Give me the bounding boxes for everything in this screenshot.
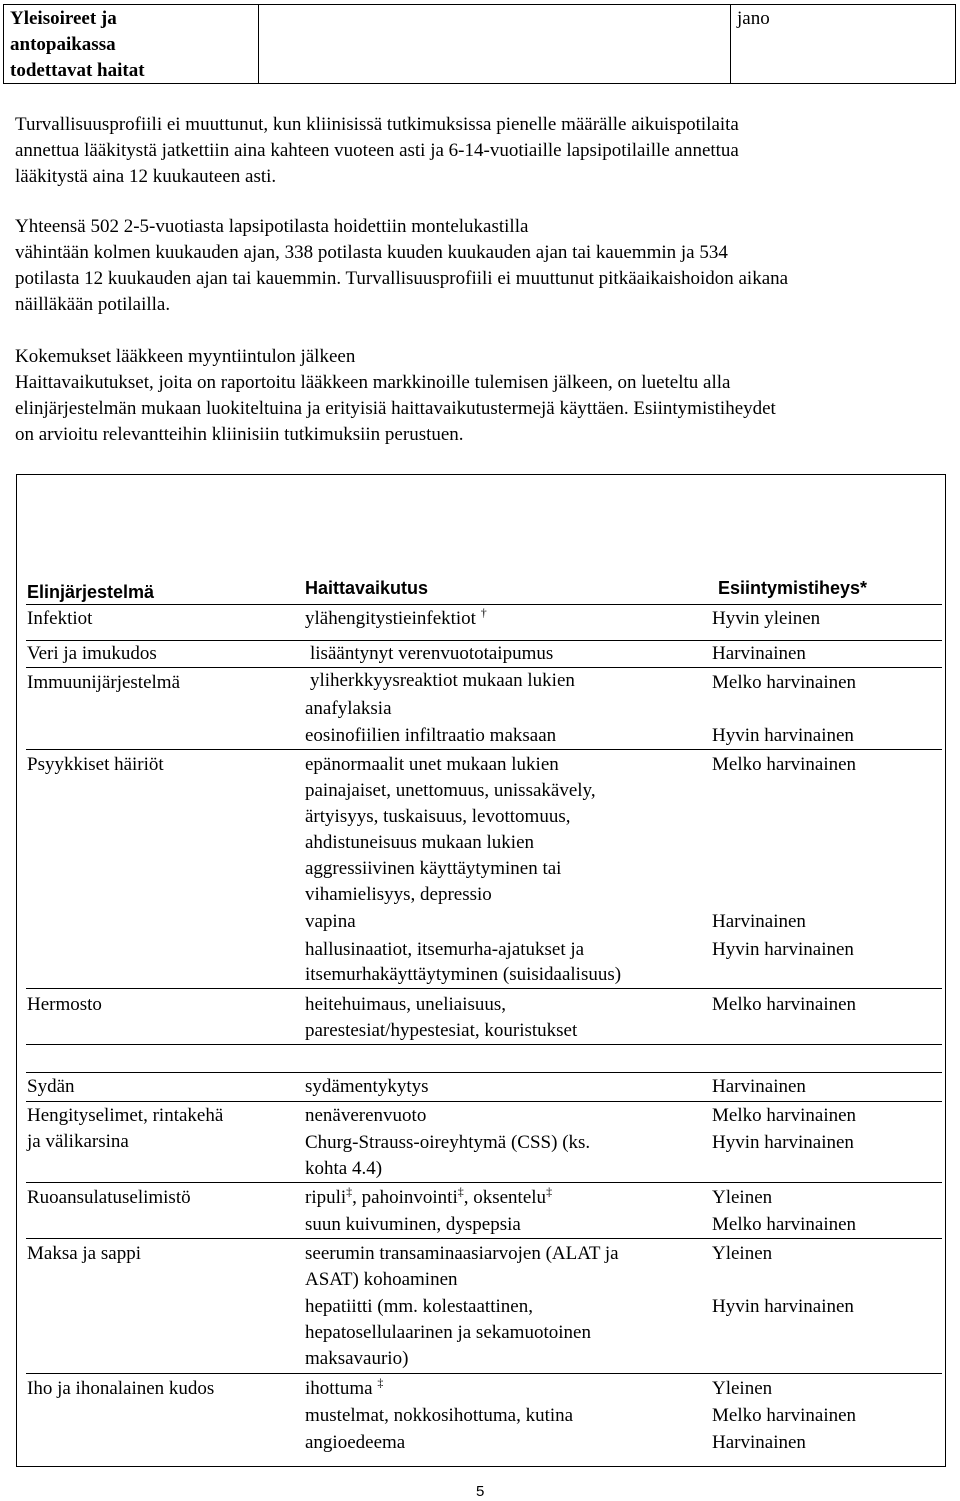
- organ-cell: Sydän: [27, 1076, 75, 1097]
- double-dagger-mark: ‡: [457, 1184, 464, 1199]
- effect-cell: ASAT) kohoaminen: [305, 1269, 458, 1290]
- effect-cell: anafylaksia: [305, 698, 392, 719]
- effect-cell: painajaiset, unettomuus, unissakävely,: [305, 780, 596, 801]
- paragraph-line: Yhteensä 502 2-5-vuotiasta lapsipotilasta hoidettiin montelukastilla: [15, 216, 529, 237]
- effect-cell: angioedeema: [305, 1432, 406, 1453]
- effect-cell: itsemurhakäyttäytyminen (suisidaalisuus): [305, 964, 622, 985]
- effect-cell: nenäverenvuoto: [305, 1105, 427, 1126]
- section-title: [10, 6, 145, 84]
- frequency-cell: Hyvin harvinainen: [712, 725, 854, 746]
- paragraph-line: Turvallisuusprofiili ei muuttunut, kun kliinisissä tutkimuksissa pienelle määrälle aikuispotilaita: [15, 114, 739, 135]
- paragraph-line: lääkitystä aina 12 kuukauteen asti.: [15, 166, 277, 187]
- header-table: [3, 4, 956, 84]
- page-number: 5: [476, 1483, 485, 1500]
- effect-cell: hallusinaatiot, itsemurha-ajatukset ja: [305, 939, 585, 960]
- effect-cell: eosinofiilien infiltraatio maksaan: [305, 725, 557, 746]
- effect-cell: aggressiivinen käyttäytyminen tai: [305, 858, 562, 879]
- organ-cell: Hermosto: [27, 994, 102, 1015]
- section-title-line: todettavat haitat: [10, 60, 145, 81]
- effect-cell: vapina: [305, 911, 356, 932]
- paragraph-line: näilläkään potilailla.: [15, 294, 171, 315]
- frequency-cell: Melko harvinainen: [712, 754, 857, 775]
- column-header-organ: Elinjärjestelmä: [27, 582, 155, 602]
- effect-cell: hepatosellulaarinen ja sekamuotoinen: [305, 1322, 591, 1343]
- effect-cell: suun kuivuminen, dyspepsia: [305, 1214, 521, 1235]
- header-right-text: jano: [737, 8, 770, 29]
- organ-cell: Psyykkiset häiriöt: [27, 754, 164, 775]
- row-divider: [26, 1072, 942, 1073]
- paragraph-pediatric: [15, 214, 945, 318]
- frequency-cell: Melko harvinainen: [712, 1105, 857, 1126]
- row-divider: [26, 1238, 942, 1239]
- paragraph-line: Haittavaikutukset, joita on raportoitu lääkkeen markkinoille tulemisen jälkeen, on lueteltu alla: [15, 372, 731, 393]
- paragraph-line: Kokemukset lääkkeen myyntiintulon jälkeen: [15, 346, 356, 367]
- effect-text: ylähengitystieinfektiot: [305, 608, 476, 629]
- effect-cell: heitehuimaus, uneliaisuus,: [305, 994, 507, 1015]
- frequency-cell: Yleinen: [712, 1378, 773, 1399]
- organ-cell: ja välikarsina: [27, 1131, 129, 1152]
- row-divider: [26, 749, 942, 750]
- dagger-mark: †: [480, 605, 487, 620]
- organ-cell: Veri ja imukudos: [27, 643, 157, 664]
- effect-cell: [305, 606, 487, 632]
- frequency-cell: Yleinen: [712, 1243, 773, 1264]
- organ-cell: Iho ja ihonalainen kudos: [27, 1378, 215, 1399]
- double-dagger-mark: ‡: [346, 1184, 353, 1199]
- effect-cell: [305, 1185, 552, 1211]
- frequency-cell: Harvinainen: [712, 1432, 806, 1453]
- frequency-cell: Hyvin harvinainen: [712, 1296, 854, 1317]
- frequency-cell: Harvinainen: [712, 1076, 806, 1097]
- paragraph-line: potilasta 12 kuukauden ajan tai kauemmin. Turvallisuusprofiili ei muuttunut pitkäaikaishoidon aikana: [15, 268, 789, 289]
- paragraph-line: annettua lääkitystä jatkettiin aina kahteen vuoteen asti ja 6-14-vuotiaille lapsipotilaille annettua: [15, 140, 739, 161]
- organ-cell: Ruoansulatuselimistö: [27, 1187, 191, 1208]
- effect-text: , pahoinvointi: [352, 1187, 458, 1208]
- organ-cell: Immuunijärjestelmä: [27, 672, 181, 693]
- paragraph-line: on arvioitu relevantteihin kliinisiin tutkimuksiin perustuen.: [15, 424, 464, 445]
- section-title-line: Yleisoireet ja: [10, 8, 117, 29]
- effect-cell: maksavaurio): [305, 1348, 409, 1369]
- effect-text: ripuli: [305, 1187, 347, 1208]
- frequency-cell: Melko harvinainen: [712, 1214, 857, 1235]
- frequency-cell: Melko harvinainen: [712, 994, 857, 1015]
- row-divider: [26, 1101, 942, 1102]
- organ-cell: Infektiot: [27, 608, 93, 629]
- frequency-cell: Hyvin harvinainen: [712, 1132, 854, 1153]
- effect-cell: yliherkkyysreaktiot mukaan lukien: [310, 670, 575, 691]
- frequency-cell: Hyvin harvinainen: [712, 939, 854, 960]
- organ-cell: Maksa ja sappi: [27, 1243, 141, 1264]
- row-divider: [26, 1373, 942, 1374]
- frequency-cell: Melko harvinainen: [712, 672, 857, 693]
- effect-cell: vihamielisyys, depressio: [305, 884, 492, 905]
- frequency-cell: Melko harvinainen: [712, 1405, 857, 1426]
- effect-text: , oksentelu: [463, 1187, 547, 1208]
- effect-cell: Churg-Strauss-oireyhtymä (CSS) (ks.: [305, 1132, 591, 1153]
- frequency-cell: Hyvin yleinen: [712, 608, 821, 629]
- effect-text: ihottuma: [305, 1378, 373, 1399]
- double-dagger-mark: ‡: [546, 1184, 553, 1199]
- effect-cell: mustelmat, nokkosihottuma, kutina: [305, 1405, 574, 1426]
- paragraph-line: elinjärjestelmän mukaan luokiteltuina ja erityisiä haittavaikutustermejä käyttäen. Esiintymistiheydet: [15, 398, 776, 419]
- effect-cell: lisääntynyt verenvuototaipumus: [310, 643, 554, 664]
- effect-cell: hepatiitti (mm. kolestaattinen,: [305, 1296, 533, 1317]
- effect-cell: [305, 1376, 383, 1402]
- column-header-frequency: Esiintymistiheys*: [718, 578, 868, 598]
- effect-cell: kohta 4.4): [305, 1158, 383, 1179]
- double-dagger-mark: ‡: [377, 1375, 384, 1390]
- effect-cell: sydämentykytys: [305, 1076, 429, 1097]
- row-divider: [26, 1044, 942, 1045]
- frequency-cell: Yleinen: [712, 1187, 773, 1208]
- paragraph-safety-profile: [15, 112, 945, 190]
- organ-cell: Hengityselimet, rintakehä: [27, 1105, 224, 1126]
- effect-cell: parestesiat/hypestesiat, kouristukset: [305, 1020, 578, 1041]
- paragraph-line: vähintään kolmen kuukauden ajan, 338 potilasta kuuden kuukauden ajan tai kauemmin ja 534: [15, 242, 728, 263]
- frequency-cell: Harvinainen: [712, 643, 806, 664]
- row-divider: [26, 988, 942, 989]
- header-cell-middle: [259, 5, 731, 83]
- section-title-line: antopaikassa: [10, 34, 116, 55]
- effect-cell: ahdistuneisuus mukaan lukien: [305, 832, 535, 853]
- paragraph-postmarketing: [15, 344, 945, 448]
- row-divider: [26, 1182, 942, 1183]
- effect-cell: seerumin transaminaasiarvojen (ALAT ja: [305, 1243, 619, 1264]
- effect-cell: ärtyisyys, tuskaisuus, levottomuus,: [305, 806, 571, 827]
- column-header-effect: Haittavaikutus: [305, 578, 429, 598]
- frequency-cell: Harvinainen: [712, 911, 806, 932]
- effect-cell: epänormaalit unet mukaan lukien: [305, 754, 559, 775]
